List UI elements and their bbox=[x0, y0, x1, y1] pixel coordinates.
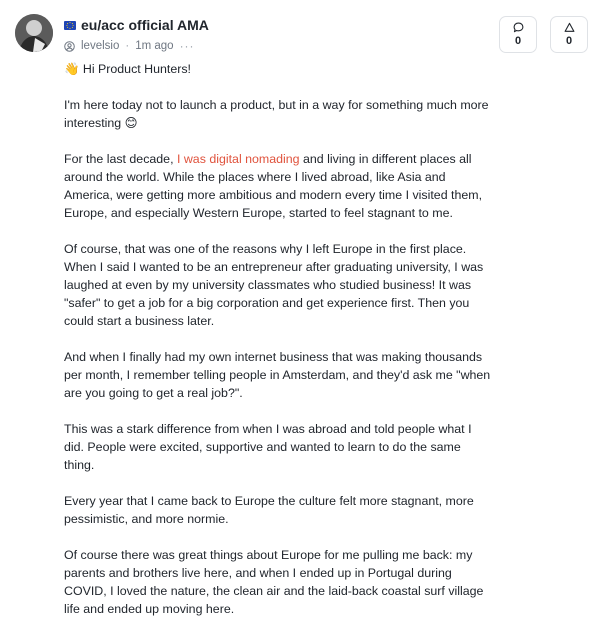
meta-separator: · bbox=[125, 40, 130, 52]
comments-button[interactable] bbox=[499, 16, 537, 53]
paragraph-greeting: 👋 Hi Product Hunters! bbox=[64, 62, 191, 76]
avatar-photo-icon bbox=[15, 14, 53, 52]
title-row bbox=[64, 16, 209, 34]
author-link[interactable]: levelsio bbox=[81, 40, 120, 52]
paragraph-portugal: Of course there was great things about Europe for me pulling me back: my parents and brothers live here, and when I ended up in Portugal during COVID, I loved the nature, the clean air and the laid-back coastal surf village life and ended up moving here. bbox=[64, 548, 484, 616]
upvote-triangle-icon bbox=[564, 22, 575, 33]
post-body bbox=[64, 60, 494, 632]
post-timestamp: 1m ago bbox=[135, 40, 174, 52]
comments-count: 0 bbox=[514, 35, 522, 47]
user-icon bbox=[64, 41, 75, 52]
paragraph-stagnant: Every year that I came back to Europe the culture felt more stagnant, more pessimistic, and more normie. bbox=[64, 494, 474, 526]
paragraph-reasons: Of course, that was one of the reasons why I left Europe in the first place. When I said I wanted to be an entrepreneur after graduating university, I was laughed at even by my university classmates who studied business! It was "safer" to get a job for a big corporation and get experience first. Then you could start a business later. bbox=[64, 242, 484, 328]
eu-flag-icon bbox=[64, 21, 76, 30]
avatar[interactable] bbox=[15, 14, 53, 52]
post-title[interactable]: eu/acc official AMA bbox=[81, 17, 209, 33]
paragraph-text: and living in different places all around the world. While the places where I lived abroad, like Asia and America, were getting more ambitious and modern every time I visited them, Europe, and especially Western Europe, started to feel stagnant to me. bbox=[64, 152, 483, 220]
comment-bubble-icon bbox=[513, 22, 524, 33]
paragraph-amsterdam: And when I finally had my own internet business that was making thousands per month, I remember telling people in Amsterdam, and they'd ask me "when are you going to get a real job?". bbox=[64, 350, 491, 400]
post-header bbox=[64, 16, 209, 54]
upvote-button[interactable] bbox=[550, 16, 588, 53]
paragraph-text: For the last decade, bbox=[64, 152, 177, 166]
upvote-count: 0 bbox=[565, 35, 573, 47]
paragraph-abroad: This was a stark difference from when I was abroad and told people what I did. People were excited, supportive and wanted to learn to do the same thing. bbox=[64, 422, 472, 472]
paragraph-nomading bbox=[64, 150, 494, 222]
digital-nomading-link[interactable]: I was digital nomading bbox=[176, 152, 300, 166]
paragraph-intro: I'm here today not to launch a product, but in a way for something much more interesting 😊 bbox=[64, 98, 489, 130]
post-meta bbox=[64, 38, 209, 54]
more-options-button[interactable]: ··· bbox=[179, 39, 195, 53]
